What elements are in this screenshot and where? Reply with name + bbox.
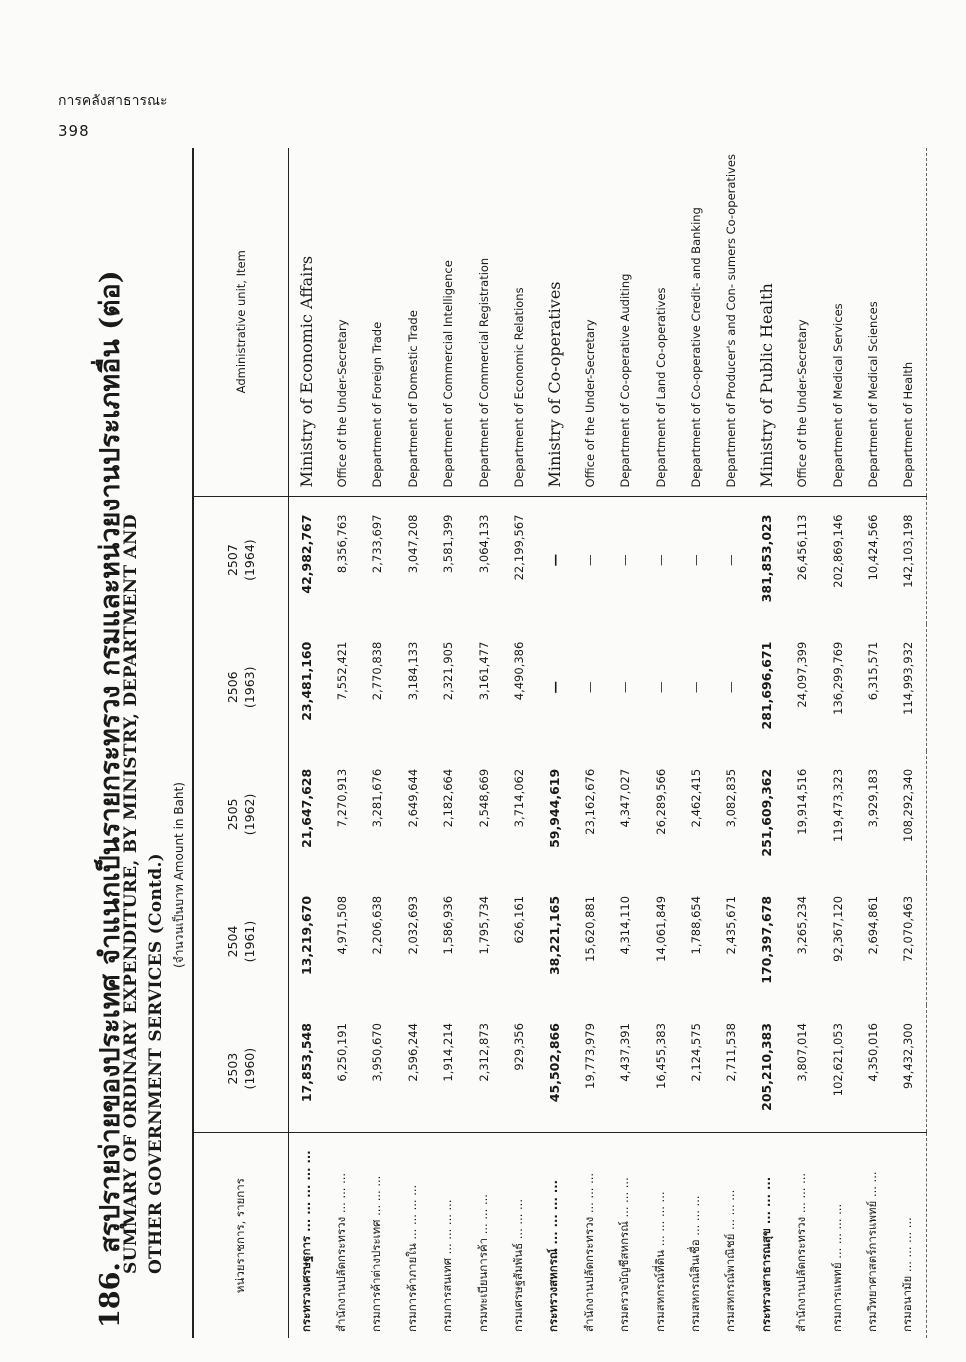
amount-cell: 13,219,670 [299, 895, 315, 976]
amount-cell: 2,435,671 [724, 895, 739, 955]
row-label-thai: สำนักงานปลัดกระทรวง ... ... ... [324, 1133, 359, 1338]
amount-cell: 2,032,693 [405, 895, 420, 955]
row-label-thai: กรมอนามัย ... ... ... ... [891, 1133, 927, 1338]
row-label-thai: กรมทะเบียนการค้า ... ... ... [466, 1133, 501, 1338]
row-label-english: Ministry of Economic Affairs [289, 148, 325, 496]
department-row [572, 148, 607, 1338]
column-header-thai: หน่วยราชการ, รายการ [193, 1133, 289, 1338]
rotated-table-page [88, 148, 916, 1338]
row-label-english: Department of Medical Services [820, 148, 855, 496]
amount-cell: — [688, 554, 703, 566]
row-label-english: Office of the Under-Secretary [324, 148, 359, 496]
amount-cell: 10,424,566 [865, 514, 880, 581]
row-label-english: Department of Land Co-operatives [643, 148, 678, 496]
column-header-year-2 [193, 878, 289, 1005]
year-be: 2505 [225, 798, 240, 831]
amount-cell: 42,982,767 [299, 514, 315, 594]
row-label-thai: สำนักงานปลัดกระทรวง ... ... ... [784, 1133, 819, 1338]
department-row [431, 148, 466, 1338]
amount-cell: 6,315,571 [865, 641, 880, 701]
amount-cell: 16,455,383 [653, 1023, 668, 1089]
amount-cell: 6,250,191 [335, 1023, 350, 1082]
amount-cell: 7,270,913 [335, 768, 350, 828]
row-label-thai: กรมวิทยาศาสตร์การแพทย์ ... ... [855, 1133, 890, 1338]
year-ad: (1964) [242, 539, 257, 581]
column-header-year-3 [193, 751, 289, 878]
row-label-english: Department of Co-operative Auditing [608, 148, 643, 496]
amount-cell: 45,502,866 [546, 1023, 562, 1103]
amount-cell: 102,621,053 [830, 1023, 845, 1097]
amount-cell: — [724, 681, 739, 694]
amount-cell: 3,807,014 [795, 1023, 810, 1082]
amount-cell: 8,356,763 [335, 514, 350, 574]
amount-cell: 92,367,120 [830, 895, 845, 962]
amount-cell: 2,124,575 [688, 1023, 703, 1082]
row-label-english: Department of Commercial Intelligence [431, 148, 466, 496]
amount-cell: — [582, 554, 597, 566]
department-row [891, 148, 927, 1338]
amount-cell: 2,694,861 [865, 895, 880, 955]
amount-cell: 22,199,567 [512, 514, 527, 581]
row-label-thai: กระทรวงเศรษฐการ ... ... ... ... ... [289, 1133, 325, 1338]
amount-cell: 2,321,905 [441, 641, 456, 701]
row-label-thai: กรมการค้าต่างประเทศ ... ... ... [360, 1133, 395, 1338]
amount-cell: 3,281,676 [370, 768, 385, 828]
amount-cell: 3,950,670 [370, 1023, 385, 1082]
amount-cell: 2,733,697 [370, 514, 385, 574]
row-label-thai: กระทรวงสหกรณ์ ... ... ... ... [537, 1133, 572, 1338]
amount-cell: 3,714,062 [512, 768, 527, 828]
column-header-year-5 [193, 496, 289, 624]
amount-unit-note: (จำนวนเป็นบาท Amount in Baht) [172, 782, 186, 968]
department-row [678, 148, 713, 1338]
amount-cell: 26,289,566 [653, 768, 668, 835]
amount-cell: 21,647,628 [299, 768, 315, 848]
amount-cell: 2,182,664 [441, 768, 456, 828]
year-ad: (1963) [242, 666, 257, 709]
amount-cell: 4,437,391 [618, 1023, 633, 1082]
amount-cell: 4,347,027 [618, 768, 633, 828]
amount-cell: 251,609,362 [759, 768, 775, 857]
row-label-english: Office of the Under-Secretary [572, 148, 607, 496]
row-label-english: Department of Producer's and Con- sumers Co-operatives [714, 148, 749, 496]
column-header-year-1 [193, 1005, 289, 1133]
row-label-english: Office of the Under-Secretary [784, 148, 819, 496]
year-ad: (1962) [242, 793, 257, 836]
amount-cell: 38,221,165 [546, 895, 562, 976]
amount-cell: 136,299,769 [830, 641, 845, 715]
amount-cell: — [546, 553, 562, 567]
row-label-thai: กรมสหกรณ์สินเชื่อ ... ... ... [678, 1133, 713, 1338]
table-title-english-1: SUMMARY OF ORDINARY EXPENDITURE, BY MINISTRY, DEPARTMENT AND [121, 514, 141, 1274]
amount-cell: 381,853,023 [759, 514, 775, 603]
amount-cell: 108,292,340 [891, 751, 927, 878]
row-label-english: Department of Domestic Trade [395, 148, 430, 496]
row-label-thai: กรมการสนเทศ ... ... ... ... [431, 1133, 466, 1338]
year-be: 2506 [225, 671, 240, 704]
amount-cell: 3,929,183 [865, 768, 880, 828]
amount-cell: 626,161 [512, 895, 527, 944]
amount-cell: 1,788,654 [688, 895, 703, 955]
amount-cell: — [724, 554, 739, 566]
amount-cell: 19,773,979 [582, 1023, 597, 1089]
department-row [501, 148, 536, 1338]
amount-cell: 1,795,734 [476, 895, 491, 955]
amount-cell: 4,971,508 [335, 895, 350, 955]
row-label-english: Department of Commercial Registration [466, 148, 501, 496]
ministry-row [537, 148, 572, 1338]
row-label-english: Department of Co-operative Credit- and Banking [678, 148, 713, 496]
row-label-english: Department of Foreign Trade [360, 148, 395, 496]
amount-cell: 2,711,538 [724, 1023, 739, 1082]
amount-cell: 3,082,835 [724, 768, 739, 828]
row-label-thai: กรมการแพทย์ ... ... ... ... [820, 1133, 855, 1338]
amount-cell: — [546, 681, 562, 694]
amount-cell: 59,944,619 [546, 768, 562, 848]
year-ad: (1960) [242, 1047, 257, 1090]
row-label-thai: กรมสหกรณ์พาณิชย์ ... ... ... [714, 1133, 749, 1338]
amount-cell: 205,210,383 [759, 1023, 775, 1111]
amount-cell: 7,552,421 [335, 641, 350, 701]
row-label-english: Department of Medical Sciences [855, 148, 890, 496]
amount-cell: 281,696,671 [759, 641, 775, 730]
amount-cell: 14,061,849 [653, 895, 668, 962]
amount-cell: 202,869,146 [830, 514, 845, 588]
amount-cell: 3,064,133 [476, 514, 491, 574]
amount-cell: 119,473,323 [830, 768, 845, 842]
column-header-english: Administrative unit, Item [193, 148, 289, 496]
amount-cell: 3,581,399 [441, 514, 456, 574]
row-label-thai: กรมการค้าภายใน ... ... ... ... [395, 1133, 430, 1338]
table-title-english-2: OTHER GOVERNMENT SERVICES (Contd.) [146, 852, 166, 1274]
amount-cell: 929,356 [512, 1023, 527, 1071]
department-row [820, 148, 855, 1338]
ministry-row [749, 148, 784, 1338]
amount-cell: 2,649,644 [405, 768, 420, 828]
year-be: 2503 [225, 1052, 240, 1085]
amount-cell: 17,853,548 [299, 1023, 315, 1103]
amount-cell: — [618, 554, 633, 566]
amount-cell: 2,206,638 [370, 895, 385, 955]
department-row [784, 148, 819, 1338]
amount-cell: 23,481,160 [299, 641, 315, 721]
year-be: 2504 [225, 925, 240, 958]
amount-cell: 1,914,214 [441, 1023, 456, 1082]
amount-cell: — [618, 681, 633, 694]
amount-cell: — [688, 681, 703, 694]
row-label-thai: กรมเศรษฐสัมพันธ์ ... ... ... [501, 1133, 536, 1338]
amount-cell: 114,993,932 [891, 624, 927, 751]
amount-cell: 23,162,676 [582, 768, 597, 835]
amount-cell: 4,490,386 [512, 641, 527, 701]
table-body [289, 148, 927, 1338]
amount-cell: 3,161,477 [476, 641, 491, 701]
amount-cell: 94,432,300 [891, 1005, 927, 1133]
department-row [395, 148, 430, 1338]
column-header-year-4 [193, 624, 289, 751]
department-row [324, 148, 359, 1338]
row-label-english: Ministry of Public Health [749, 148, 784, 496]
amount-cell: 2,548,669 [476, 768, 491, 828]
row-label-thai: สำนักงานปลัดกระทรวง ... ... ... [572, 1133, 607, 1338]
expenditure-table [192, 148, 927, 1338]
department-row [714, 148, 749, 1338]
department-row [466, 148, 501, 1338]
department-row [855, 148, 890, 1338]
amount-cell: 4,350,016 [865, 1023, 880, 1082]
row-label-thai: กรมตรวจบัญชีสหกรณ์ ... ... ... [608, 1133, 643, 1338]
amount-cell: 170,397,678 [759, 895, 775, 984]
amount-cell: 1,586,936 [441, 895, 456, 955]
row-label-english: Department of Health [891, 148, 927, 496]
amount-cell: 15,620,881 [582, 895, 597, 962]
row-label-english: Ministry of Co-operatives [537, 148, 572, 496]
amount-cell: 24,097,399 [795, 641, 810, 708]
department-row [608, 148, 643, 1338]
amount-cell: — [653, 681, 668, 694]
running-header: การคลังสาธารณะ [58, 93, 168, 109]
amount-cell: 3,047,208 [405, 514, 420, 574]
amount-cell: 2,770,838 [370, 641, 385, 701]
amount-cell: 4,314,110 [618, 895, 633, 955]
table-title-thai: 186. สรุปรายจ่ายของประเทศ จำแนกเป็นรายกระทรวง กรมและหน่วยงานประเภทอื่น (ต่อ) [95, 270, 126, 1328]
year-ad: (1961) [242, 920, 257, 963]
table-header-row [193, 148, 289, 1338]
amount-cell: 72,070,463 [891, 878, 927, 1005]
department-row [643, 148, 678, 1338]
amount-cell: 2,312,873 [476, 1023, 491, 1082]
row-label-thai: กระทรวงสาธารณสุข ... ... ... [749, 1133, 784, 1338]
amount-cell: — [582, 681, 597, 694]
department-row [360, 148, 395, 1338]
amount-cell: 2,596,244 [405, 1023, 420, 1082]
amount-cell: 2,462,415 [688, 768, 703, 828]
amount-cell: 26,456,113 [795, 514, 810, 581]
amount-cell: 142,103,198 [891, 496, 927, 624]
year-be: 2507 [225, 544, 240, 577]
row-label-thai: กรมสหกรณ์ที่ดิน ... ... ... ... [643, 1133, 678, 1338]
amount-cell: — [653, 554, 668, 566]
amount-cell: 3,265,234 [795, 895, 810, 955]
amount-cell: 3,184,133 [405, 641, 420, 701]
row-label-english: Department of Economic Relations [501, 148, 536, 496]
page-number: 398 [58, 122, 90, 140]
amount-cell: 19,914,516 [795, 768, 810, 835]
ministry-row [289, 148, 325, 1338]
